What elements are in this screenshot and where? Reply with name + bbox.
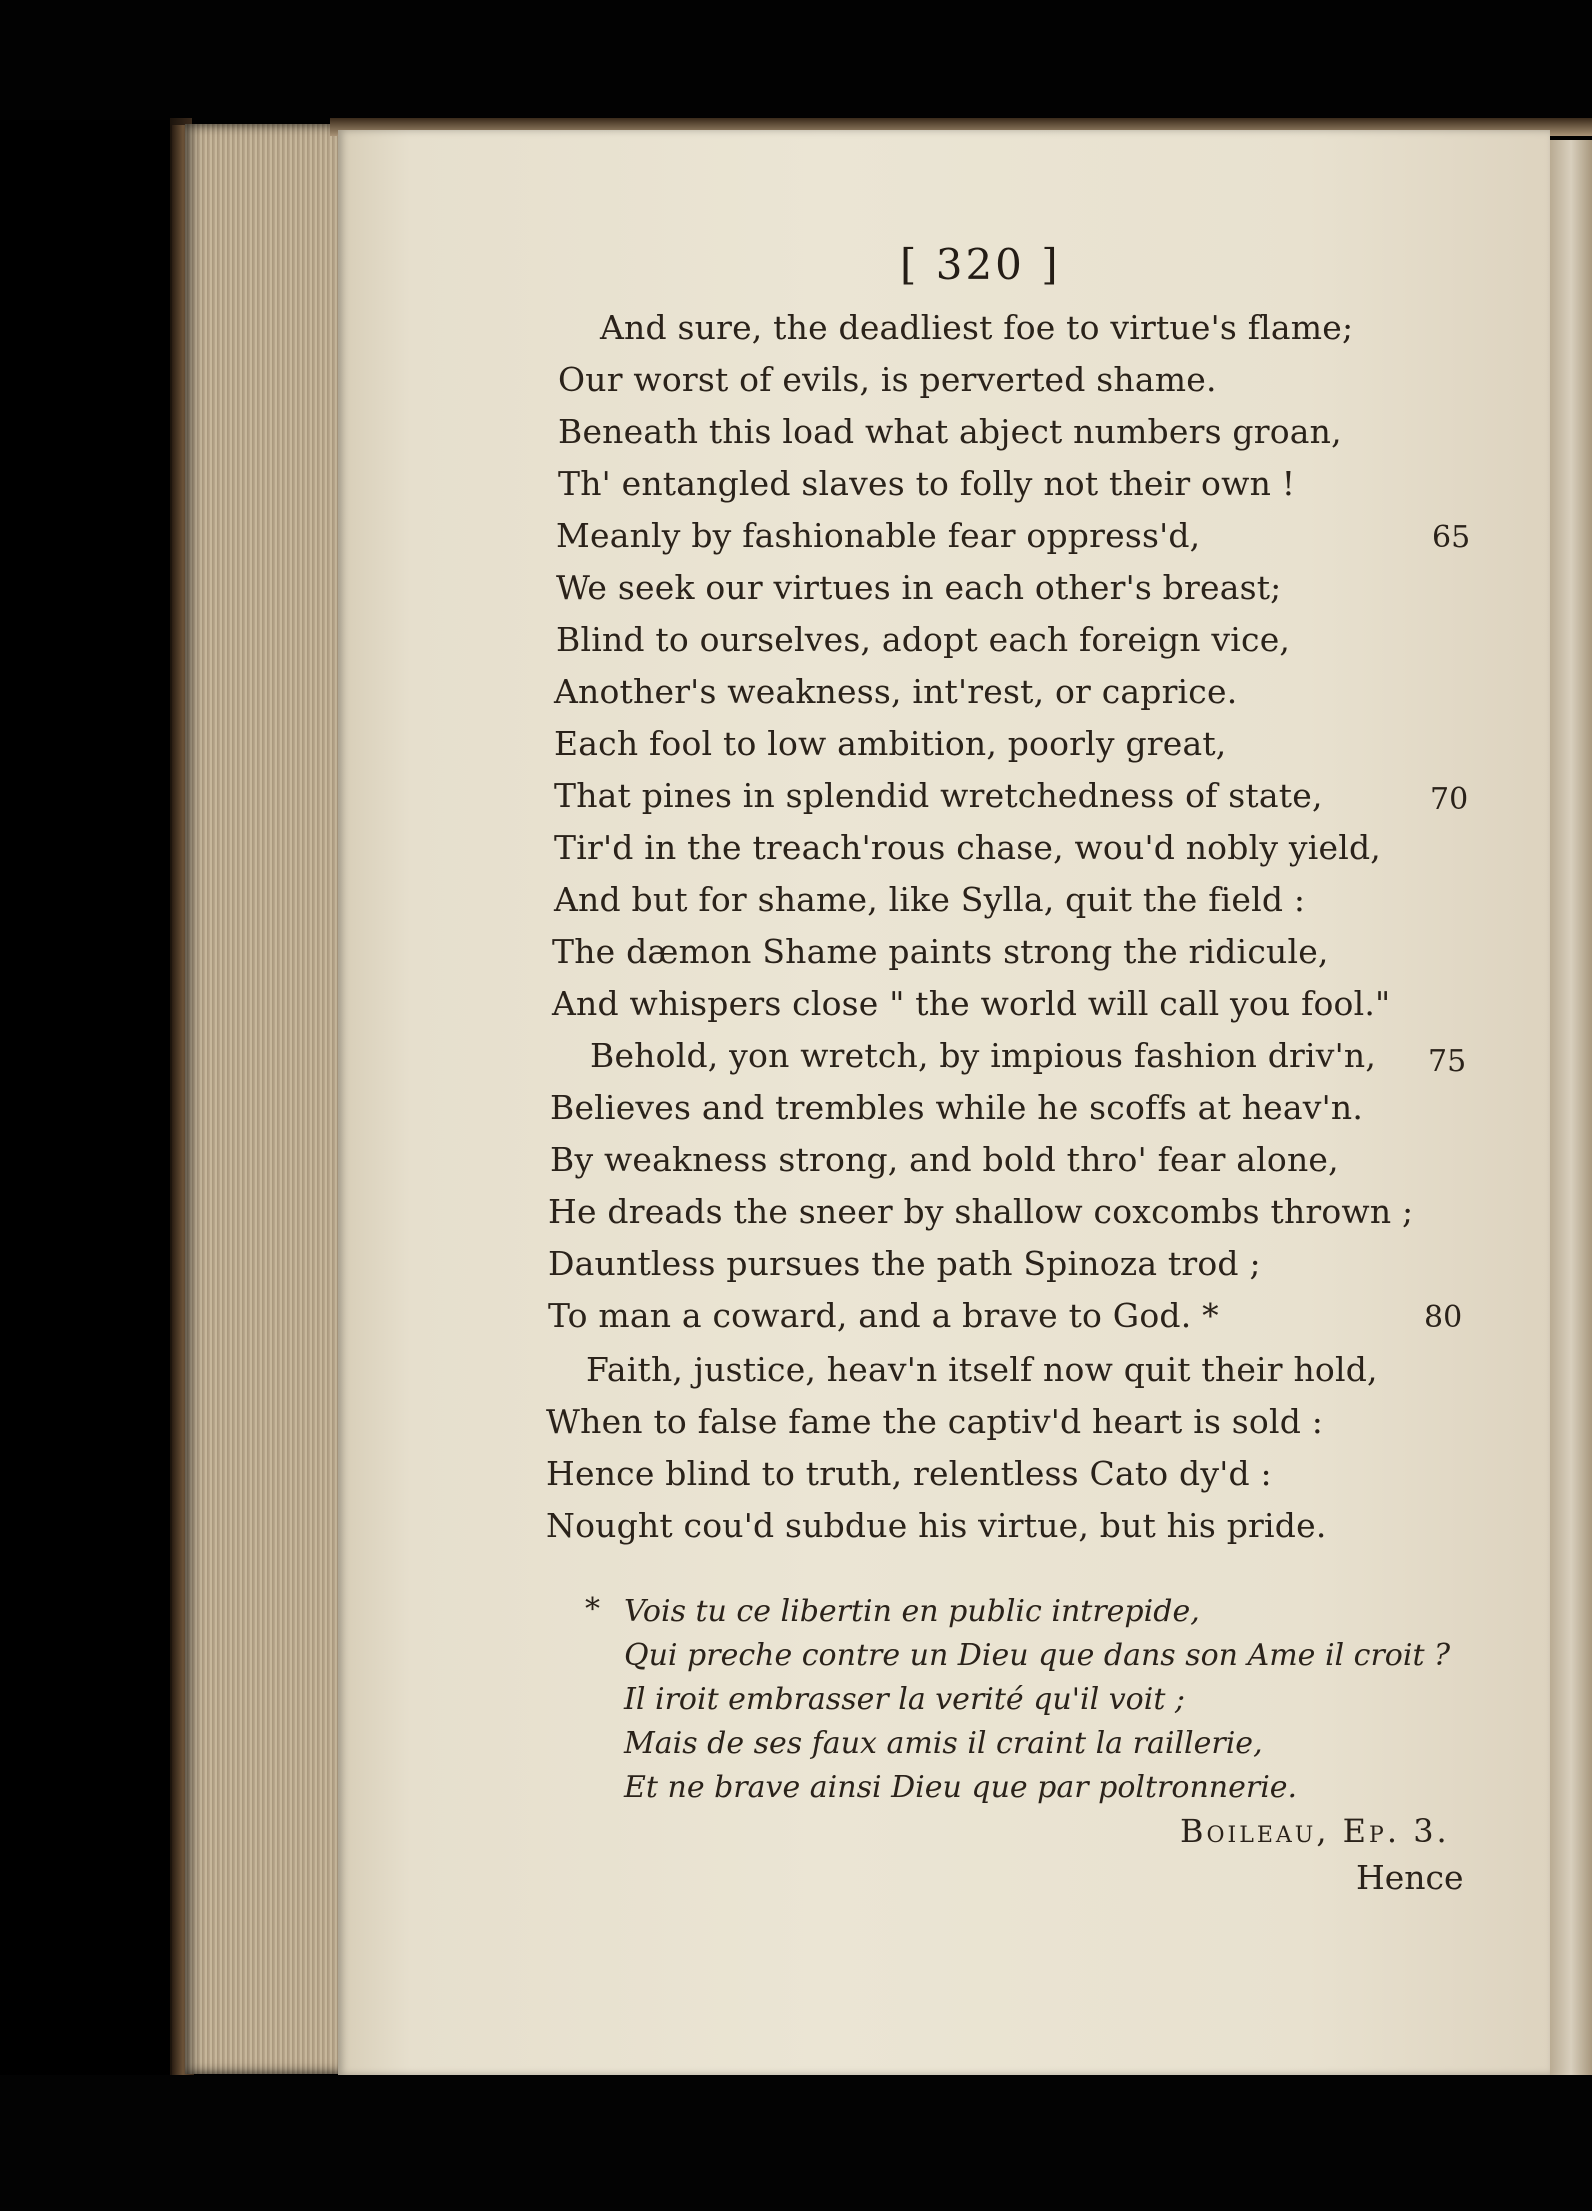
poem-line: Faith, justice, heav'n itself now quit their hold, (586, 1350, 1378, 1389)
page-number: [ 320 ] (900, 240, 1061, 289)
poem-line: To man a coward, and a brave to God. * (548, 1296, 1219, 1335)
poem-line: He dreads the sneer by shallow coxcombs thrown ; (548, 1192, 1414, 1231)
poem-line: Our worst of evils, is perverted shame. (558, 360, 1217, 399)
poem-line: Tir'd in the treach'rous chase, wou'd nobly yield, (554, 828, 1381, 867)
footnote-line: Il iroit embrasser la verité qu'il voit ; (624, 1682, 1186, 1717)
poem-line: When to false fame the captiv'd heart is sold : (546, 1402, 1324, 1441)
catchword: Hence (1356, 1858, 1464, 1897)
line-number: 75 (1428, 1044, 1467, 1079)
line-number: 65 (1432, 520, 1471, 555)
poem-line: By weakness strong, and bold thro' fear alone, (550, 1140, 1339, 1179)
poem-line: Blind to ourselves, adopt each foreign vice, (556, 620, 1291, 659)
footnote-line: Mais de ses faux amis il craint la raillerie, (624, 1726, 1263, 1761)
poem-line: And but for shame, like Sylla, quit the field : (554, 880, 1306, 919)
poem-line: We seek our virtues in each other's breast; (556, 568, 1282, 607)
poem-line: Behold, yon wretch, by impious fashion driv'n, (590, 1036, 1377, 1075)
poem-line: Hence blind to truth, relentless Cato dy'd : (546, 1454, 1272, 1493)
poem-line: And whispers close " the world will call you fool." (552, 984, 1391, 1023)
poem-line: The dæmon Shame paints strong the ridicule, (552, 932, 1329, 971)
footnote-line: Et ne brave ainsi Dieu que par poltronnerie. (624, 1770, 1298, 1805)
poem-line: And sure, the deadliest foe to virtue's flame; (600, 308, 1354, 347)
poem-line: Meanly by fashionable fear oppress'd, (556, 516, 1201, 555)
line-number: 70 (1430, 782, 1469, 817)
footnote-line: Qui preche contre un Dieu que dans son Ame il croit ? (624, 1638, 1451, 1673)
poem-line: Believes and trembles while he scoffs at heav'n. (550, 1088, 1364, 1127)
poem-line: Another's weakness, int'rest, or caprice. (554, 672, 1238, 711)
poem-line: Th' entangled slaves to folly not their own ! (558, 464, 1296, 503)
poem-line: Each fool to low ambition, poorly great, (554, 724, 1227, 763)
background-top (0, 0, 1592, 120)
footnote-attribution: Boileau, Ep. 3. (1180, 1812, 1450, 1850)
page-stack-edge (185, 124, 350, 2074)
poem-line: Nought cou'd subdue his virtue, but his pride. (546, 1506, 1327, 1545)
background-bottom (0, 2075, 1592, 2211)
poem-line: That pines in splendid wretchedness of state, (554, 776, 1323, 815)
facing-page-edge (1550, 140, 1592, 2075)
footnote-marker: * (585, 1592, 600, 1627)
line-number: 80 (1424, 1300, 1463, 1335)
poem-line: Beneath this load what abject numbers groan, (558, 412, 1342, 451)
poem-line: Dauntless pursues the path Spinoza trod ; (548, 1244, 1261, 1283)
footnote-line: Vois tu ce libertin en public intrepide, (624, 1594, 1200, 1629)
